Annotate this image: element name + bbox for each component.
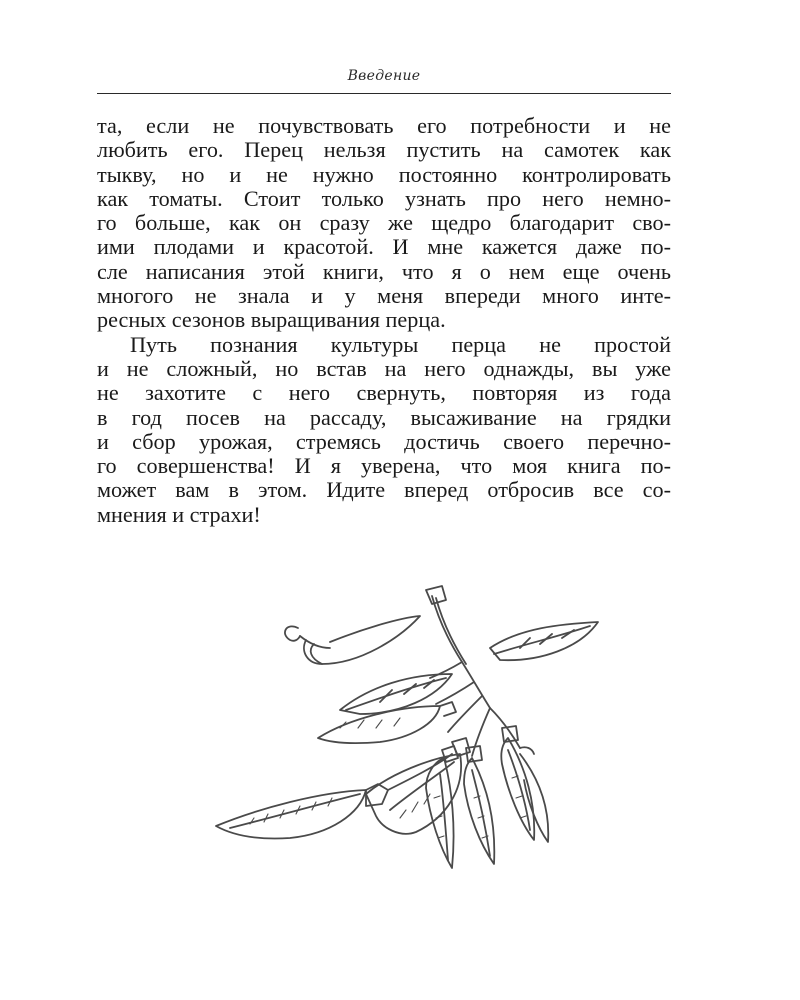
text-line: как томаты. Стоит только узнать про него немно- — [97, 185, 671, 211]
header-rule — [97, 93, 671, 94]
text-line: та, если не почувствовать его потребности и не — [97, 113, 671, 138]
text-line: тыкву, но и не нужно постоянно контролировать — [97, 161, 671, 187]
paragraph-2 — [97, 333, 671, 527]
text-line: Путь познания культуры перца не простой — [130, 331, 671, 357]
text-line: может вам в этом. Идите вперед отбросив все со- — [97, 477, 671, 503]
text-line: любить его. Перец нельзя пустить на самотек как — [97, 137, 671, 163]
text-line: сле написания этой книги, что я о нем еще очень — [97, 258, 671, 284]
text-line: го больше, как он сразу же щедро благодарит сво- — [97, 210, 671, 236]
body-text — [97, 114, 671, 527]
paragraph-1 — [97, 114, 671, 333]
text-line: ими плодами и красотой. И мне кажется даже по- — [97, 234, 671, 260]
text-line: многого не знала и у меня впереди много инте- — [97, 283, 671, 309]
text-line: и сбор урожая, стремясь достичь своего перечно- — [97, 428, 671, 454]
text-line: мнения и страхи! — [97, 501, 261, 527]
chili-pepper-branch-icon — [190, 578, 610, 898]
text-line: го совершенства! И я уверена, что моя книга по- — [97, 453, 671, 479]
text-line: в год посев на рассаду, высаживание на грядки — [97, 404, 671, 430]
text-line: и не сложный, но встав на него однажды, вы уже — [97, 355, 671, 381]
running-title: Введение — [347, 68, 421, 84]
text-line: ресных сезонов выращивания перца. — [97, 307, 446, 333]
text-line: не захотите с него свернуть, повторяя из года — [97, 380, 671, 406]
